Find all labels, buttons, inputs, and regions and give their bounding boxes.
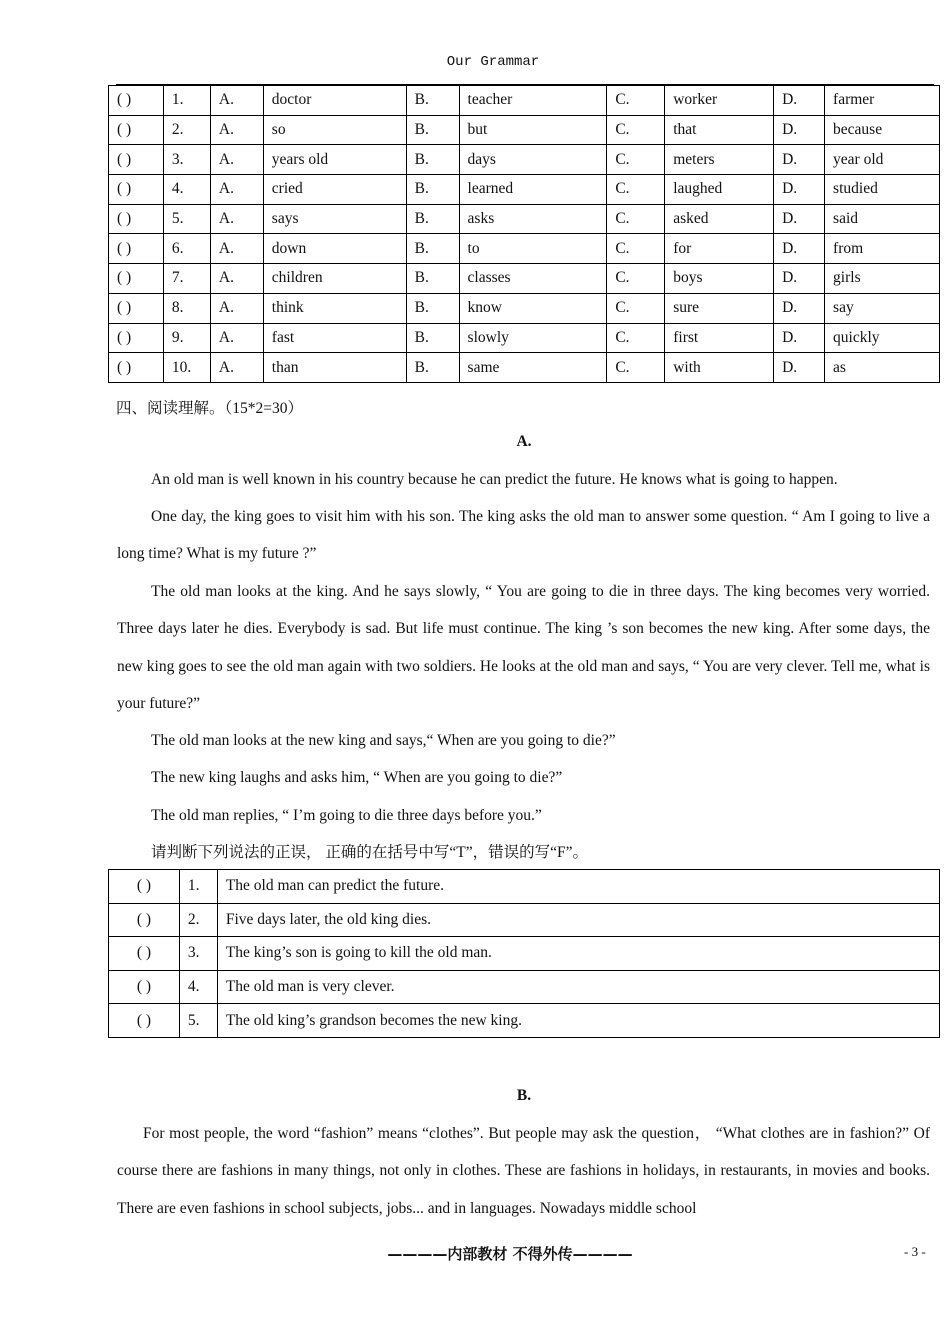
mcq-cell-b: slowly (459, 323, 607, 353)
mcq-cell-num: 2. (163, 115, 210, 145)
mcq-cell-c-label: C. (607, 264, 665, 294)
mcq-cell-c: first (665, 323, 774, 353)
mcq-cell-d: from (825, 234, 940, 264)
mcq-cell-paren: ( ) (109, 353, 164, 383)
table-row (109, 353, 940, 383)
table-row (109, 204, 940, 234)
mcq-cell-d-label: D. (774, 323, 825, 353)
passage-a-paragraph-2: One day, the king goes to visit him with his son. The king asks the old man to answer some question. “ Am I going to live a long time? What is my future ?” (117, 508, 930, 563)
mcq-cell-d-label: D. (774, 204, 825, 234)
mcq-cell-b-label: B. (406, 234, 459, 264)
mcq-cell-a: says (263, 204, 406, 234)
mcq-cell-paren: ( ) (109, 293, 164, 323)
mcq-cell-a-label: A. (210, 115, 263, 145)
mcq-cell-paren: ( ) (109, 175, 164, 205)
table-row (109, 86, 940, 116)
mcq-cell-d: quickly (825, 323, 940, 353)
mcq-cell-a: down (263, 234, 406, 264)
mcq-cell-b: classes (459, 264, 607, 294)
mcq-cell-c: with (665, 353, 774, 383)
mcq-cell-a-label: A. (210, 323, 263, 353)
mcq-cell-a: years old (263, 145, 406, 175)
mcq-cell-c-label: C. (607, 234, 665, 264)
table-row (109, 870, 940, 904)
mcq-cell-a-label: A. (210, 353, 263, 383)
mcq-cell-a: fast (263, 323, 406, 353)
mcq-cell-num: 4. (163, 175, 210, 205)
passage-a-paragraph-3: The old man looks at the king. And he says slowly, “ You are going to die in three days. The king becomes very worried. Three days later he dies. Everybody is sad. But life must continue. The king ’s son becomes the new king. After some days, the new king goes to see the old man again with two soldiers. He looks at the old man and says, “ You are very clever. Tell me, what is your future?” (117, 583, 930, 712)
passage-b-paragraph-1: For most people, the word “fashion” means “clothes”. But people may ask the question， “What clothes are in fashion?” Of course there are fashions in many things, not only in clothes. These are fashions in holidays, in restaurants, in movies and books. There are even fashions in school subjects, jobs... and in languages. Nowadays middle school (117, 1125, 930, 1217)
mcq-cell-b-label: B. (406, 323, 459, 353)
page-number: - 3 - (904, 1244, 926, 1259)
table-row (109, 970, 940, 1004)
table-row (109, 234, 940, 264)
table-row (109, 323, 940, 353)
tf-cell-paren: ( ) (109, 937, 180, 971)
mcq-cell-b-label: B. (406, 204, 459, 234)
tf-cell-text: The old man is very clever. (217, 970, 939, 1004)
mcq-cell-b: know (459, 293, 607, 323)
mcq-cell-b: asks (459, 204, 607, 234)
mcq-cell-b-label: B. (406, 86, 459, 116)
tf-cell-text: Five days later, the old king dies. (217, 903, 939, 937)
mcq-cell-paren: ( ) (109, 234, 164, 264)
mcq-cell-b-label: B. (406, 293, 459, 323)
multiple-choice-table (108, 85, 940, 383)
tf-cell-text: The old king’s grandson becomes the new king. (217, 1004, 939, 1038)
passage-a-paragraph-1: An old man is well known in his country because he can predict the future. He knows what is going to happen. (151, 471, 838, 488)
mcq-cell-num: 8. (163, 293, 210, 323)
mcq-cell-b-label: B. (406, 353, 459, 383)
tf-cell-num: 3. (179, 937, 217, 971)
mcq-cell-c-label: C. (607, 86, 665, 116)
mcq-cell-c: worker (665, 86, 774, 116)
mcq-cell-d-label: D. (774, 145, 825, 175)
table-row (109, 115, 940, 145)
table-row (109, 293, 940, 323)
tf-cell-num: 4. (179, 970, 217, 1004)
mcq-cell-d-label: D. (774, 264, 825, 294)
table-row (109, 903, 940, 937)
mcq-cell-b: teacher (459, 86, 607, 116)
table-row (109, 145, 940, 175)
tf-cell-text: The old man can predict the future. (217, 870, 939, 904)
mcq-cell-d-label: D. (774, 175, 825, 205)
mcq-cell-d: said (825, 204, 940, 234)
mcq-cell-a-label: A. (210, 145, 263, 175)
mcq-cell-c-label: C. (607, 115, 665, 145)
tf-cell-num: 1. (179, 870, 217, 904)
mcq-cell-a-label: A. (210, 264, 263, 294)
passage-a-paragraph-6: The old man replies, “ I’m going to die three days before you.” (151, 807, 542, 824)
mcq-cell-d: farmer (825, 86, 940, 116)
passage-a-paragraph-5: The new king laughs and asks him, “ When are you going to die?” (151, 769, 563, 786)
mcq-cell-c-label: C. (607, 353, 665, 383)
table-row (109, 175, 940, 205)
mcq-cell-b: but (459, 115, 607, 145)
mcq-cell-b: learned (459, 175, 607, 205)
passage-a-paragraph-4: The old man looks at the new king and says,“ When are you going to die?” (151, 732, 616, 749)
mcq-cell-num: 9. (163, 323, 210, 353)
mcq-cell-d-label: D. (774, 293, 825, 323)
mcq-cell-b-label: B. (406, 115, 459, 145)
mcq-cell-d: as (825, 353, 940, 383)
mcq-cell-d-label: D. (774, 115, 825, 145)
tf-cell-text: The king’s son is going to kill the old man. (217, 937, 939, 971)
mcq-cell-c: sure (665, 293, 774, 323)
mcq-cell-c: for (665, 234, 774, 264)
mcq-cell-b: days (459, 145, 607, 175)
mcq-cell-num: 5. (163, 204, 210, 234)
page-header: Our Grammar (446, 54, 540, 70)
mcq-cell-a-label: A. (210, 234, 263, 264)
mcq-cell-d: year old (825, 145, 940, 175)
mcq-cell-d: because (825, 115, 940, 145)
table-row (109, 937, 940, 971)
section-title: 四、阅读理解。（15*2=30） (116, 400, 303, 417)
passage-a-title: A. (516, 433, 532, 450)
mcq-cell-c-label: C. (607, 204, 665, 234)
mcq-cell-c-label: C. (607, 323, 665, 353)
mcq-cell-d: studied (825, 175, 940, 205)
mcq-cell-d: girls (825, 264, 940, 294)
mcq-cell-c-label: C. (607, 293, 665, 323)
mcq-cell-b-label: B. (406, 145, 459, 175)
mcq-cell-a-label: A. (210, 204, 263, 234)
mcq-cell-paren: ( ) (109, 86, 164, 116)
mcq-cell-b: same (459, 353, 607, 383)
mcq-cell-d: say (825, 293, 940, 323)
mcq-cell-c-label: C. (607, 145, 665, 175)
tf-cell-num: 5. (179, 1004, 217, 1038)
mcq-cell-b-label: B. (406, 264, 459, 294)
mcq-cell-d-label: D. (774, 234, 825, 264)
mcq-cell-num: 6. (163, 234, 210, 264)
mcq-cell-b-label: B. (406, 175, 459, 205)
tf-cell-paren: ( ) (109, 1004, 180, 1038)
tf-cell-paren: ( ) (109, 870, 180, 904)
true-false-table (108, 869, 940, 1038)
mcq-cell-paren: ( ) (109, 323, 164, 353)
mcq-cell-c: laughed (665, 175, 774, 205)
mcq-cell-a-label: A. (210, 293, 263, 323)
mcq-cell-num: 7. (163, 264, 210, 294)
mcq-cell-a: doctor (263, 86, 406, 116)
mcq-cell-paren: ( ) (109, 264, 164, 294)
mcq-cell-paren: ( ) (109, 115, 164, 145)
mcq-cell-c-label: C. (607, 175, 665, 205)
tf-cell-paren: ( ) (109, 903, 180, 937)
table-row (109, 264, 940, 294)
mcq-cell-num: 10. (163, 353, 210, 383)
footer-note: ————内部教材 不得外传———— (387, 1245, 633, 1263)
mcq-cell-a: cried (263, 175, 406, 205)
mcq-cell-a-label: A. (210, 86, 263, 116)
true-false-instruction: 请判断下列说法的正误， 正确的在括号中写“T”，错误的写“F”。 (151, 844, 588, 861)
mcq-cell-a: think (263, 293, 406, 323)
mcq-cell-d-label: D. (774, 353, 825, 383)
mcq-cell-a: so (263, 115, 406, 145)
mcq-cell-c: boys (665, 264, 774, 294)
mcq-cell-c: meters (665, 145, 774, 175)
tf-cell-num: 2. (179, 903, 217, 937)
mcq-cell-a-label: A. (210, 175, 263, 205)
mcq-cell-num: 3. (163, 145, 210, 175)
mcq-cell-b: to (459, 234, 607, 264)
mcq-cell-paren: ( ) (109, 145, 164, 175)
passage-b-title: B. (516, 1087, 532, 1104)
mcq-cell-num: 1. (163, 86, 210, 116)
mcq-cell-c: asked (665, 204, 774, 234)
tf-cell-paren: ( ) (109, 970, 180, 1004)
table-row (109, 1004, 940, 1038)
mcq-cell-c: that (665, 115, 774, 145)
mcq-cell-a: children (263, 264, 406, 294)
mcq-cell-a: than (263, 353, 406, 383)
mcq-cell-d-label: D. (774, 86, 825, 116)
mcq-cell-paren: ( ) (109, 204, 164, 234)
